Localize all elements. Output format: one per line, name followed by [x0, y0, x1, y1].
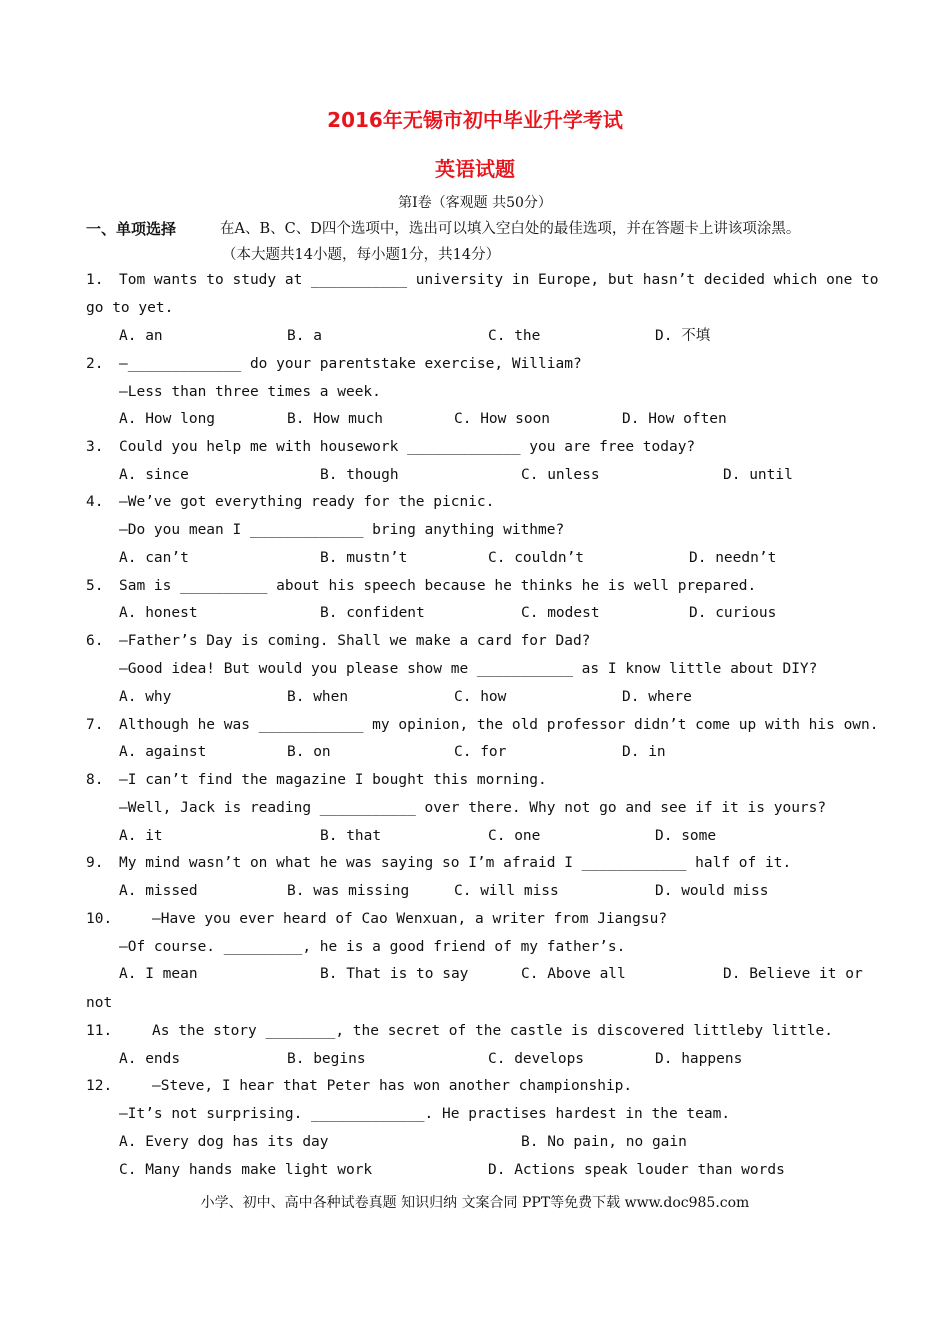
option-b: B. when — [287, 689, 349, 705]
option-a: A. I mean — [119, 966, 198, 982]
option-b: B. a — [287, 328, 322, 344]
question-stem: —Have you ever heard of Cao Wenxuan, a writer from Jiangsu? — [152, 911, 668, 927]
question-stem-cont: —Good idea! But would you please show me ___________ as I know little about DIY? — [119, 661, 818, 677]
question-stem: —We’ve got everything ready for the picnic. — [119, 494, 495, 510]
option-c: C. for — [454, 744, 507, 760]
option-a: A. can’t — [119, 550, 189, 566]
option-d: D. How often — [622, 411, 727, 427]
option-d: D. in — [622, 744, 666, 760]
option-c: C. will miss — [454, 883, 559, 899]
section-note: （本大题共14小题，每小题1分，共14分） — [222, 247, 501, 263]
option-a: A. missed — [119, 883, 198, 899]
option-b: B. That is to say — [320, 966, 469, 982]
option-d: D. where — [622, 689, 692, 705]
question-number: 2. — [86, 356, 104, 372]
option-a: A. an — [119, 328, 163, 344]
option-b: B. How much — [287, 411, 384, 427]
question-stem-cont: go to yet. — [86, 300, 174, 316]
option-a: A. why — [119, 689, 172, 705]
option-c: C. Many hands make light work — [119, 1162, 373, 1178]
question-number: 5. — [86, 578, 104, 594]
option-b: B. on — [287, 744, 331, 760]
option-a: A. honest — [119, 605, 198, 621]
option-c: C. couldn’t — [488, 550, 585, 566]
paper-part: 第Ⅰ卷（客观题 共50分） — [398, 195, 552, 211]
question-stem: Sam is __________ about his speech because he thinks he is well prepared. — [119, 578, 757, 594]
option-c: C. how — [454, 689, 507, 705]
option-d-cont: not — [86, 995, 113, 1011]
option-b: B. that — [320, 828, 382, 844]
question-number: 1. — [86, 272, 104, 288]
question-stem: My mind wasn’t on what he was saying so I’m afraid I ____________ half of it. — [119, 855, 792, 871]
option-a: A. ends — [119, 1051, 181, 1067]
question-stem: Tom wants to study at ___________ university in Europe, but hasn’t decided which one to — [119, 272, 879, 288]
option-a: A. How long — [119, 411, 216, 427]
question-number: 3. — [86, 439, 104, 455]
question-number: 6. — [86, 633, 104, 649]
option-c: C. Above all — [521, 966, 626, 982]
option-b: B. No pain, no gain — [521, 1134, 687, 1150]
option-d: D. curious — [689, 605, 777, 621]
option-a: A. since — [119, 467, 189, 483]
option-b: B. confident — [320, 605, 425, 621]
question-stem-cont: —Less than three times a week. — [119, 384, 381, 400]
exam-title: 2016年无锡市初中毕业升学考试 — [327, 108, 623, 132]
question-number: 9. — [86, 855, 104, 871]
option-d: D. Believe it or — [723, 966, 863, 982]
question-stem: —I can’t find the magazine I bought this morning. — [119, 772, 547, 788]
section-heading: 一、单项选择 — [86, 220, 177, 238]
question-stem: —Steve, I hear that Peter has won another championship. — [152, 1078, 633, 1094]
question-stem: Could you help me with housework _____________ you are free today? — [119, 439, 696, 455]
question-number: 4. — [86, 494, 104, 510]
option-c: C. the — [488, 328, 541, 344]
question-stem: As the story ________, the secret of the castle is discovered littleby little. — [152, 1023, 833, 1039]
option-d: D. Actions speak louder than words — [488, 1162, 785, 1178]
question-stem-cont: —Do you mean I _____________ bring anything withme? — [119, 522, 565, 538]
option-d: D. happens — [655, 1051, 743, 1067]
option-b: B. mustn’t — [320, 550, 408, 566]
option-c: C. modest — [521, 605, 600, 621]
section-instruction: 在A、B、C、D四个选项中，选出可以填入空白处的最佳选项，并在答题卡上讲该项涂黑。 — [220, 221, 801, 237]
option-c: C. develops — [488, 1051, 585, 1067]
question-number: 12. — [86, 1078, 113, 1094]
question-stem-cont: —It’s not surprising. _____________. He practises hardest in the team. — [119, 1106, 731, 1122]
option-d: D. until — [723, 467, 793, 483]
question-stem-cont: —Of course. _________, he is a good friend of my father’s. — [119, 939, 626, 955]
question-stem-cont: —Well, Jack is reading ___________ over there. Why not go and see if it is yours? — [119, 800, 827, 816]
question-stem: —_____________ do your parentstake exercise, William? — [119, 356, 582, 372]
question-stem: —Father’s Day is coming. Shall we make a card for Dad? — [119, 633, 591, 649]
exam-subject: 英语试题 — [435, 157, 515, 181]
question-number: 10. — [86, 911, 113, 927]
page-footer: 小学、初中、高中各种试卷真题 知识归纳 文案合同 PPT等免费下载 www.doc985.com — [200, 1195, 750, 1211]
option-a: A. Every dog has its day — [119, 1134, 329, 1150]
option-d: D. needn’t — [689, 550, 777, 566]
question-number: 11. — [86, 1023, 113, 1039]
question-number: 7. — [86, 717, 104, 733]
option-d: D. some — [655, 828, 717, 844]
option-b: B. was missing — [287, 883, 410, 899]
option-c: C. unless — [521, 467, 600, 483]
option-b: B. though — [320, 467, 399, 483]
option-a: A. it — [119, 828, 163, 844]
option-b: B. begins — [287, 1051, 366, 1067]
option-d: D. would miss — [655, 883, 769, 899]
option-a: A. against — [119, 744, 207, 760]
question-stem: Although he was ____________ my opinion, the old professor didn’t come up with his own. — [119, 717, 879, 733]
question-number: 8. — [86, 772, 104, 788]
option-c: C. one — [488, 828, 541, 844]
option-c: C. How soon — [454, 411, 551, 427]
option-d: D. 不填 — [655, 328, 711, 344]
